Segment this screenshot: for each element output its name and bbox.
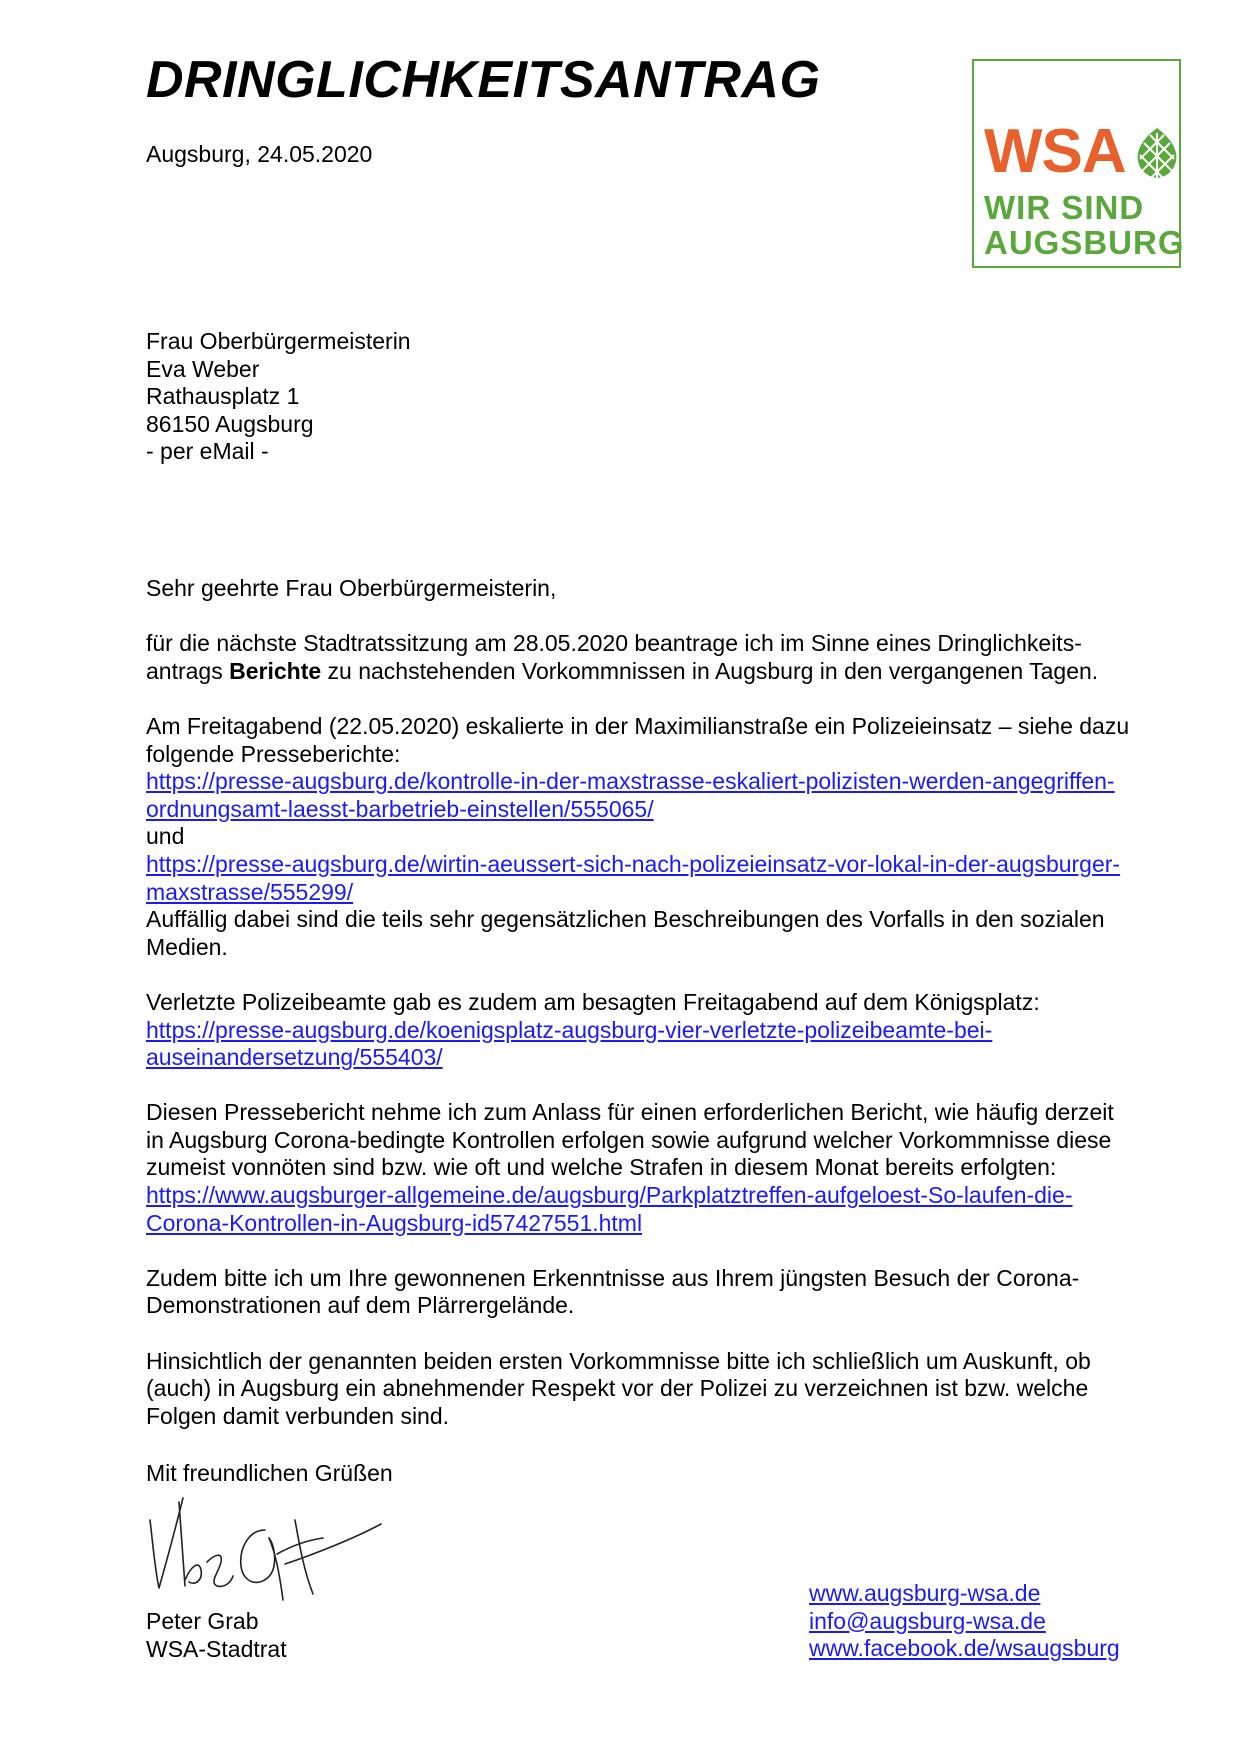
address-line: Frau Oberbürgermeisterin [146, 328, 411, 354]
signer-name: Peter Grab [146, 1608, 259, 1634]
press-link-maxstrasse-2-cont[interactable]: maxstrasse/555299/ [146, 878, 354, 905]
letter-date: Augsburg, 24.05.2020 [146, 141, 373, 167]
text-line: zumeist vonnöten sind bzw. wie oft und welche Strafen in diesem Monat bereits erfolgten: [146, 1154, 1057, 1181]
website-link[interactable]: www.augsburg-wsa.de [809, 1580, 1041, 1606]
wsa-logo [972, 59, 1185, 268]
closing-phrase: Mit freundlichen Grüßen [146, 1460, 393, 1486]
text-line: Verletzte Polizeibeamte gab es zudem am besagten Freitagabend auf dem Königsplatz: [146, 988, 1040, 1015]
address-line: 86150 Augsburg [146, 410, 314, 437]
text-run: antrags [146, 657, 230, 684]
paragraph-koenigsplatz [146, 989, 1186, 1072]
text-line: Medien. [146, 933, 228, 960]
text-line: und [146, 823, 185, 850]
address-line: Rathausplatz 1 [146, 383, 300, 410]
signer-role: WSA-Stadtrat [146, 1635, 287, 1662]
text-line: für die nächste Stadtratssitzung am 28.05.2020 beantrage ich im Sinne eines Dringlichkeits- [146, 630, 1082, 657]
recipient-address [146, 328, 411, 466]
press-link-augsburger-allgemeine-cont[interactable]: Corona-Kontrollen-in-Augsburg-id57427551.html [146, 1209, 643, 1236]
address-line: Eva Weber [146, 355, 260, 382]
text-line: (auch) in Augsburg ein abnehmender Respekt vor der Polizei zu verzeichnen ist bzw. welche [146, 1375, 1089, 1402]
logo-line-augsburg: AUGSBURG [984, 224, 1185, 261]
paragraph-demonstrations [146, 1265, 1186, 1320]
text-line: Demonstrationen auf dem Plärrergelände. [146, 1292, 575, 1319]
paragraph-maximilianstrasse [146, 713, 1186, 961]
leaf-icon [1134, 125, 1180, 181]
handwritten-signature [145, 1490, 430, 1605]
contact-links [809, 1580, 1120, 1663]
address-line: - per eMail - [146, 438, 269, 465]
facebook-link[interactable]: www.facebook.de/wsaugsburg [809, 1635, 1120, 1662]
text-line: Am Freitagabend (22.05.2020) eskalierte in der Maximilianstraße ein Polizeieinsatz – siehe dazu [146, 712, 1130, 739]
text-line: folgende Presseberichte: [146, 740, 401, 767]
text-line: Auffällig dabei sind die teils sehr gegensätzlichen Beschreibungen des Vorfalls in den sozialen [146, 906, 1105, 933]
text-line: Zudem bitte ich um Ihre gewonnenen Erkenntnisse aus Ihrem jüngsten Besuch der Corona- [146, 1264, 1080, 1291]
bold-term: Berichte [229, 657, 322, 684]
press-link-maxstrasse-1[interactable]: https://presse-augsburg.de/kontrolle-in-der-maxstrasse-eskaliert-polizisten-werden-angegriffen- [146, 768, 1115, 795]
salutation-text: Sehr geehrte Frau Oberbürgermeisterin, [146, 575, 557, 601]
text-run: zu nachstehenden Vorkommnissen in Augsburg in den vergangenen Tagen. [321, 657, 1099, 684]
press-link-koenigsplatz-cont[interactable]: auseinandersetzung/555403/ [146, 1044, 443, 1071]
email-link[interactable]: info@augsburg-wsa.de [809, 1607, 1046, 1634]
press-link-augsburger-allgemeine[interactable]: https://www.augsburger-allgemeine.de/augsburg/Parkplatztreffen-aufgeloest-So-laufen-die- [146, 1182, 1073, 1209]
text-line: in Augsburg Corona-bedingte Kontrollen erfolgen sowie aufgrund welcher Vorkommnisse diese [146, 1126, 1112, 1153]
logo-line-wir-sind: WIR SIND [984, 189, 1145, 226]
document-title: DRINGLICHKEITSANTRAG [146, 51, 821, 109]
press-link-koenigsplatz[interactable]: https://presse-augsburg.de/koenigsplatz-augsburg-vier-verletzte-polizeibeamte-bei- [146, 1016, 993, 1043]
text-line: Folgen damit verbunden sind. [146, 1402, 450, 1429]
text-line: Hinsichtlich der genannten beiden ersten Vorkommnisse bitte ich schließlich um Auskunft, ob [146, 1347, 1091, 1374]
press-link-maxstrasse-1-cont[interactable]: ordnungsamt-laesst-barbetrieb-einstellen/555065/ [146, 795, 654, 822]
paragraph-request [146, 630, 1186, 685]
text-line: Diesen Pressebericht nehme ich zum Anlass für einen erforderlichen Bericht, wie häufig derzeit [146, 1099, 1114, 1126]
logo-wordmark: WSA [984, 117, 1126, 186]
letter-body [146, 575, 1186, 1458]
salutation [146, 575, 1186, 603]
paragraph-respect [146, 1348, 1186, 1431]
press-link-maxstrasse-2[interactable]: https://presse-augsburg.de/wirtin-aeussert-sich-nach-polizeieinsatz-vor-lokal-in-der-augsburger- [146, 850, 1121, 877]
paragraph-corona-controls [146, 1099, 1186, 1237]
signer-block [146, 1608, 287, 1663]
text-line [146, 658, 1186, 686]
